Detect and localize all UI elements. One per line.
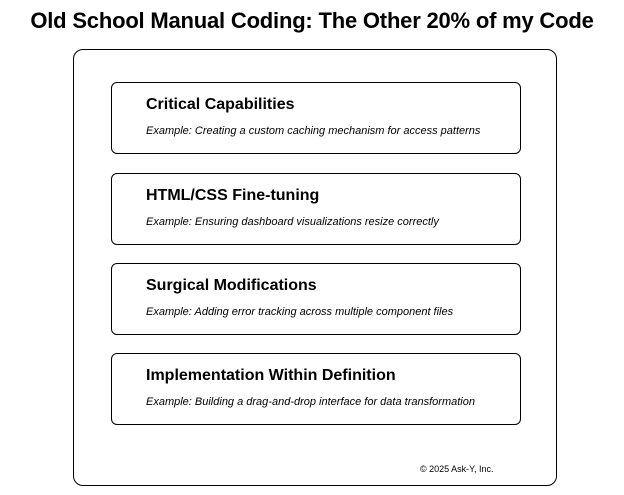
card-surgical-modifications bbox=[111, 263, 521, 335]
page-title: Old School Manual Coding: The Other 20% of my Code bbox=[30, 8, 594, 33]
card-title: Surgical Modifications bbox=[146, 277, 317, 294]
card-title: Critical Capabilities bbox=[146, 96, 295, 113]
card-example: Example: Ensuring dashboard visualizations resize correctly bbox=[146, 216, 439, 228]
card-implementation-within-definition bbox=[111, 353, 521, 425]
card-example: Example: Building a drag-and-drop interface for data transformation bbox=[146, 396, 475, 408]
card-html-css-fine-tuning bbox=[111, 173, 521, 245]
card-example: Example: Adding error tracking across multiple component files bbox=[146, 306, 454, 318]
card-example: Example: Creating a custom caching mechanism for access patterns bbox=[146, 125, 481, 137]
card-title: Implementation Within Definition bbox=[146, 367, 396, 384]
copyright-notice: © 2025 Ask-Y, Inc. bbox=[420, 464, 494, 474]
card-title: HTML/CSS Fine-tuning bbox=[146, 187, 320, 204]
card-critical-capabilities bbox=[111, 82, 521, 154]
